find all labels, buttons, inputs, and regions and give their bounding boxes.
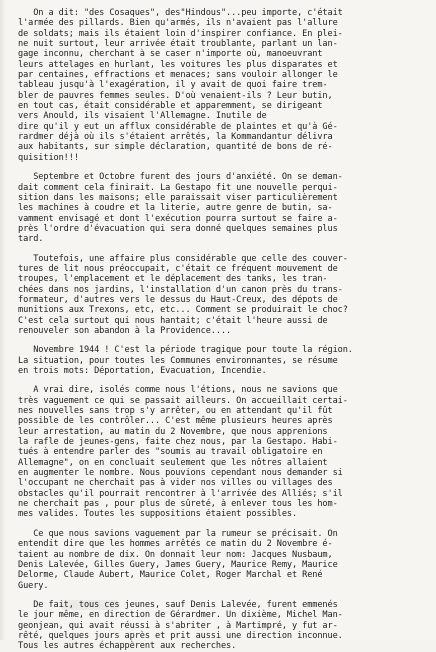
text-line: geonjean, qui avait réussi à s'abriter , à Martimpré, y fut ar- — [18, 620, 338, 631]
text-line: tures de lit nous préoccupait, c'était ce fréquent mouvement de — [18, 263, 338, 274]
text-line: leurs attelages en hurlant, les voitures les plus disparates et — [18, 59, 338, 70]
text-line: Delorme, Claude Aubert, Maurice Colet, Roger Marchal et René — [18, 570, 323, 581]
text-line: Guery. — [18, 580, 49, 591]
text-line: C'est cela surtout qui nous hantait; c'était l'heure aussi de — [18, 315, 328, 326]
text-line: Ce que nous savions vaguement par la rumeur se précisait. On — [18, 528, 338, 539]
text-line: ne nuit surtout, leur arrivée était troublante, parlant un lan- — [18, 39, 338, 50]
text-line: sition dans les maisons; elle paraissait viser particulièrement — [18, 192, 338, 203]
text-line: de soldats; mais ils étaient loin d'inspirer confiance. En plei- — [18, 28, 343, 39]
text-line: les machines à coudre et la literie, autre genre de butin, sa- — [18, 203, 333, 214]
text-line: bler de pauvres femmes seules. D'où venaient-ils ? Leur butin, — [18, 90, 333, 101]
text-line: gage inconnu, cherchant à se caser n'importe où, manoeuvrant — [18, 49, 323, 60]
text-line: taient au nombre de dix. On donnait leur nom: Jacques Nusbaum, — [18, 549, 333, 560]
text-line: chées dans nos jardins, l'installation d'un canon près du trans- — [18, 284, 343, 295]
text-line: rardmer déjà où ils s'étaient arrêtés, la Kommandantur délivra — [18, 132, 333, 143]
text-line: par centaines, effractions et menaces; sans vouloir allonger le — [18, 70, 338, 81]
text-line: ne cherchait pas , pour plus de sûreté, à enlever tous les hom- — [18, 499, 338, 510]
text-line: munitions aux Trexons, etc, etc... Comment se produirait le choc? — [18, 305, 348, 316]
text-line: renouveler son abandon à la Providence.... — [18, 325, 232, 336]
text-line: quisition!!! — [18, 152, 79, 163]
text-line: nes nouvelles sans trop s'y arrêter, ou en attendant qu'il fût — [18, 406, 333, 417]
text-line: Toutefois, une affaire plus considérable que celle des couver- — [18, 253, 348, 264]
text-line: vamment envisagé et dont l'exécution pourra surtout se faire a- — [18, 213, 338, 224]
text-line: Tous les autres échappèrent aux recherches. — [18, 641, 237, 652]
paragraph — [18, 345, 422, 376]
paragraph — [18, 172, 422, 244]
paragraph — [18, 529, 422, 591]
text-line: tard. — [18, 234, 44, 245]
text-line: le jour même, en direction de Gérardmer. Un dixième, Michel Man- — [18, 610, 343, 621]
text-line: l'armée des pillards. Bien qu'armés, ils n'avaient pas l'allure — [18, 18, 338, 29]
text-line: en trois mots: Déportation, Evacuation, Incendie. — [18, 366, 267, 376]
text-line: Septembre et Octobre furent des jours d'anxiété. On se deman- — [18, 172, 343, 183]
paragraph — [18, 254, 422, 337]
text-line: la rafle de jeunes-gens, faite chez nous, par la Gestapo. Habi- — [18, 437, 338, 448]
paragraph — [18, 385, 422, 519]
text-line: vers Anould, ils visaient l'Allemagne. Inutile de — [18, 111, 267, 122]
text-line: l'occupant ne cherchait pas à vider nos villes ou villages des — [18, 478, 333, 489]
text-line: On a dit: "des Cosaques", des"Hindous"...peu importe, c'était — [18, 8, 343, 18]
text-line: possible de les contrôler... C'est même plusieurs heures après — [18, 416, 333, 427]
text-line: rêté, quelques jours après et prit aussi une direction inconnue. — [18, 630, 343, 641]
paragraph — [18, 8, 422, 163]
text-line: De fait, tous ces jeunes, sauf Denis Lalevée, furent emmenés — [18, 599, 338, 610]
scan-margin-shadow — [0, 0, 6, 640]
text-line: tableau jusqu'à l'exagération, il y avait de quoi faire trem- — [18, 80, 328, 91]
text-line: Novembre 1944 ! C'est la période tragique pour toute la région. — [18, 345, 353, 356]
text-line: Allemagne", on en concluait seulement que les nôtres allaient — [18, 457, 328, 468]
text-line: La situation, pour toutes les Communes environnantes, se résume — [18, 355, 338, 366]
paragraph — [18, 600, 422, 652]
text-line: formateur, d'autres vers le dessus du Haut-Creux, des dépots de — [18, 294, 338, 305]
text-line: obstacles qu'il pourrait rencontrer à l'arrivée des Alliés; s'il — [18, 488, 343, 499]
text-line: Denis Lalevée, Gilles Guery, James Guery, Maurice Remy, Maurice — [18, 559, 338, 570]
text-line: leur arrestation, au matin du 2 Novembre, que nous apprenions — [18, 426, 328, 437]
text-line: tués à entendre parler des "soumis au travail obligatoire en — [18, 447, 323, 458]
text-line: en tout cas, était considérable et apparemment, se dirigeant — [18, 101, 323, 112]
text-line: très vaguement ce qui se passait ailleurs. On accueillait certai- — [18, 395, 348, 406]
typewritten-text-body — [18, 8, 422, 652]
text-line: mes valides. Toutes les suppositions étaient possibles. — [18, 509, 298, 520]
text-line: aux habitants, sur simple déclaration, quantité de bons de ré- — [18, 142, 333, 153]
text-line: près l'ordre d'évacuation qui sera donné quelques semaines plus — [18, 223, 338, 234]
text-line: dire qu'il y eut un afflux considérable de plaintes et qu'à Gé- — [18, 121, 338, 132]
text-line: A vrai dire, isolés comme nous l'étions, nous ne savions que — [18, 385, 338, 396]
text-line: en augmenter le nombre. Nous pouvions cependant nous demander si — [18, 468, 343, 479]
text-line: entendit dire que les hommes arrêtés ce matin du 2 Novembre é- — [18, 539, 333, 550]
text-line: troupes, l'emplacement et le déplacement des tanks, les tran- — [18, 274, 328, 285]
text-line: dait comment cela finirait. La Gestapo fit une nouvelle perqui- — [18, 182, 338, 193]
